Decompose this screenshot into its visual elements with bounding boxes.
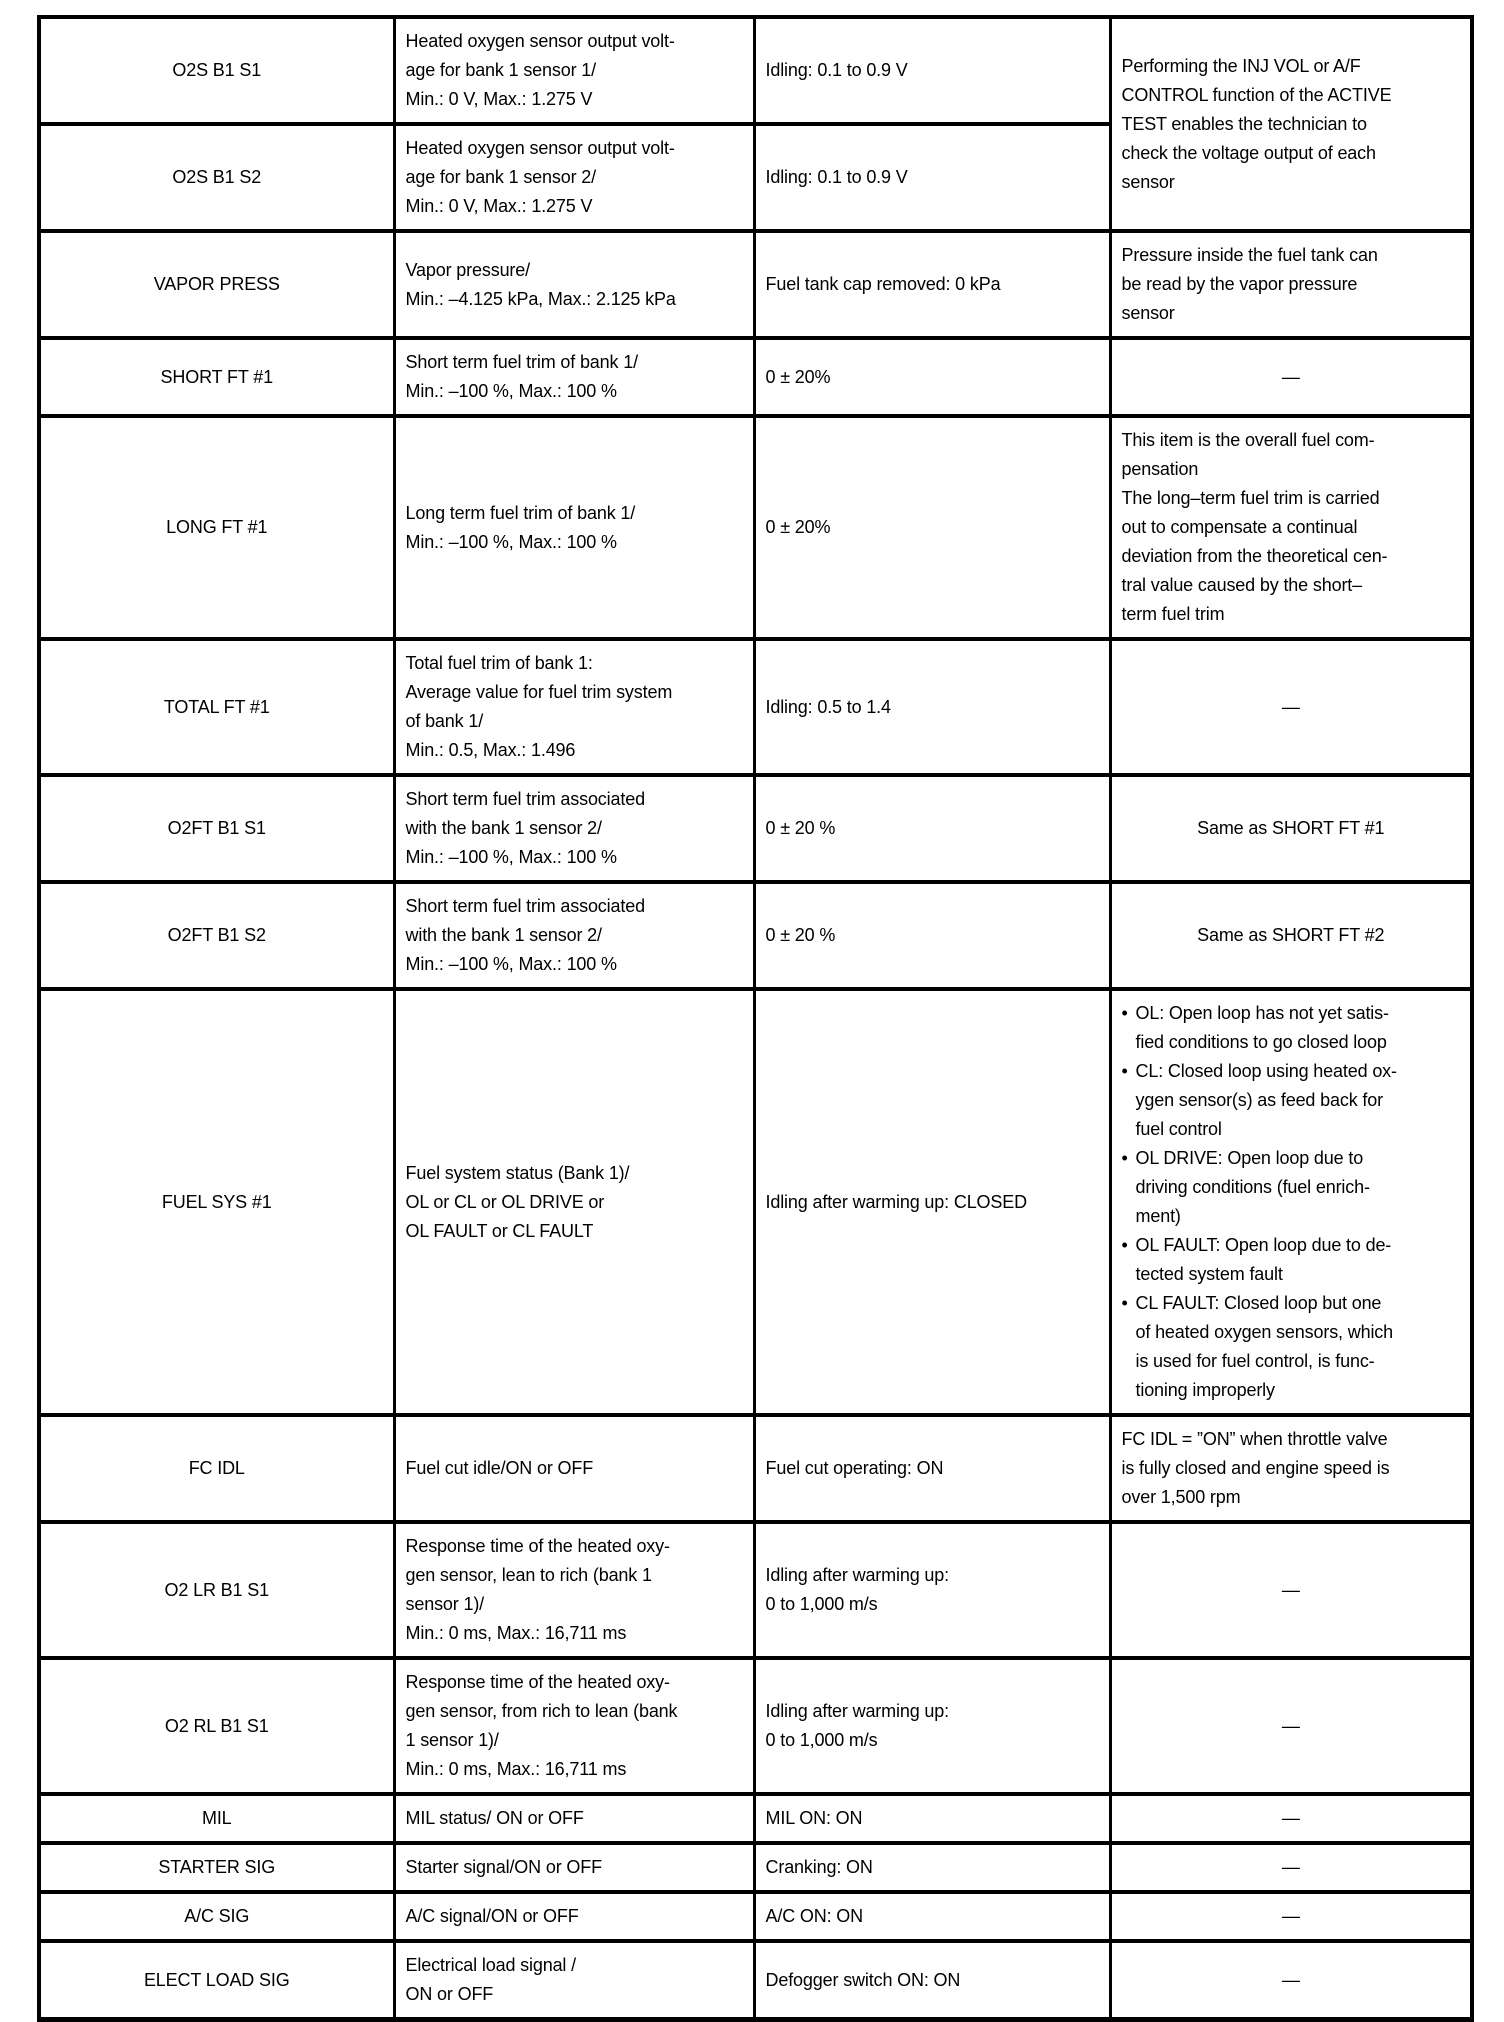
cell-line: be read by the vapor pressure <box>1121 274 1358 294</box>
bullet-item <box>1122 1289 1461 1405</box>
cell-line: Idling after warming up: CLOSED <box>765 1191 1027 1212</box>
normal-condition-cell <box>754 1522 1110 1658</box>
cell-line: tected system fault <box>1135 1264 1283 1284</box>
note-cell <box>1110 1794 1472 1843</box>
table-row <box>39 1794 1472 1843</box>
item-label: STARTER SIG <box>158 1857 276 1877</box>
cell-line: FC IDL = ”ON” when throttle valve <box>1121 1429 1388 1449</box>
item-cell <box>39 1843 394 1892</box>
cell-line: Same as SHORT FT #2 <box>1197 925 1385 945</box>
normal-condition-cell <box>754 775 1110 882</box>
cell-line: sensor <box>1121 171 1175 192</box>
cell-line: pensation <box>1121 459 1199 479</box>
normal-condition-cell <box>754 989 1110 1415</box>
note-cell <box>1110 338 1472 416</box>
item-cell <box>39 1941 394 2021</box>
item-cell <box>39 639 394 775</box>
item-cell <box>39 231 394 338</box>
normal-condition-cell <box>754 231 1110 338</box>
cell-line: Same as SHORT FT #1 <box>1197 818 1385 838</box>
bullet-lines <box>1136 1289 1461 1405</box>
cell-line: tral value caused by the short– <box>1121 575 1362 595</box>
item-label: O2S B1 S1 <box>172 60 262 80</box>
item-cell <box>39 1658 394 1794</box>
cell-line: A/C ON: ON <box>765 1906 864 1926</box>
table-row <box>39 1892 1472 1941</box>
cell-line: 1 sensor 1)/ <box>405 1730 499 1750</box>
cell-line: Pressure inside the fuel tank can <box>1121 245 1378 265</box>
cell-line: CL FAULT: Closed loop but one <box>1135 1293 1382 1313</box>
cell-line: term fuel trim <box>1121 604 1225 624</box>
description-cell <box>394 639 754 775</box>
description-cell <box>394 882 754 989</box>
cell-line: — <box>1281 696 1300 717</box>
cell-line: ygen sensor(s) as feed back for <box>1135 1090 1383 1110</box>
table-row <box>39 1941 1472 2021</box>
table-row <box>39 1415 1472 1522</box>
bullet-item <box>1122 1231 1461 1289</box>
cell-line: 0 to 1,000 m/s <box>765 1730 878 1750</box>
cell-line: of bank 1/ <box>405 711 484 731</box>
cell-line: Electrical load signal / <box>405 1955 576 1975</box>
table-row <box>39 775 1472 882</box>
note-cell <box>1110 882 1472 989</box>
normal-condition-cell <box>754 639 1110 775</box>
bullet-item <box>1122 1057 1461 1144</box>
table-row <box>39 1843 1472 1892</box>
cell-line: age for bank 1 sensor 1/ <box>405 60 597 80</box>
note-cell <box>1110 989 1472 1415</box>
cell-line: 0 ± 20% <box>765 517 831 537</box>
cell-line: fuel control <box>1135 1119 1222 1139</box>
cell-line: — <box>1281 1857 1300 1877</box>
description-cell <box>394 1415 754 1522</box>
table-row <box>39 17 1472 124</box>
cell-line: — <box>1281 1715 1300 1736</box>
item-label: SHORT FT #1 <box>160 366 273 387</box>
item-label: LONG FT #1 <box>166 517 268 537</box>
item-label: ELECT LOAD SIG <box>143 1969 290 1990</box>
description-cell <box>394 124 754 231</box>
note-cell <box>1110 416 1472 639</box>
bullet-item <box>1122 999 1461 1057</box>
cell-line: Cranking: ON <box>765 1857 873 1877</box>
cell-line: — <box>1281 1808 1300 1828</box>
cell-line: OL FAULT: Open loop due to de- <box>1135 1235 1392 1255</box>
cell-line: of heated oxygen sensors, which <box>1135 1322 1394 1342</box>
normal-condition-cell <box>754 124 1110 231</box>
cell-line: gen sensor, from rich to lean (bank <box>405 1701 678 1721</box>
cell-line: Short term fuel trim associated <box>405 896 645 916</box>
table-body <box>39 17 1472 2021</box>
item-label: O2FT B1 S2 <box>167 925 266 945</box>
cell-line: Min.: –100 %, Max.: 100 % <box>405 531 617 552</box>
note-cell <box>1110 1415 1472 1522</box>
description-cell <box>394 1941 754 2021</box>
cell-line: tioning improperly <box>1135 1380 1275 1400</box>
item-label: VAPOR PRESS <box>153 274 280 294</box>
note-cell <box>1110 17 1472 231</box>
cell-line: Min.: –100 %, Max.: 100 % <box>405 381 617 401</box>
table-row <box>39 989 1472 1415</box>
note-cell <box>1110 775 1472 882</box>
cell-line: This item is the overall fuel com- <box>1121 430 1375 450</box>
cell-line: Idling after warming up: <box>765 1701 949 1721</box>
cell-line: out to compensate a continual <box>1121 517 1358 537</box>
cell-line: A/C signal/ON or OFF <box>405 1906 579 1926</box>
diagnostic-data-table <box>37 15 1474 2022</box>
cell-line: OL DRIVE: Open loop due to <box>1135 1148 1364 1168</box>
cell-line: OL or CL or OL DRIVE or <box>405 1191 605 1212</box>
description-cell <box>394 338 754 416</box>
bullet-icon: • <box>1121 1003 1128 1023</box>
cell-line: 0 to 1,000 m/s <box>765 1594 878 1614</box>
normal-condition-cell <box>754 416 1110 639</box>
cell-line: Heated oxygen sensor output volt- <box>405 138 675 158</box>
cell-line: driving conditions (fuel enrich- <box>1135 1177 1370 1197</box>
cell-line: Fuel tank cap removed: 0 kPa <box>765 274 1001 294</box>
cell-line: Min.: 0.5, Max.: 1.496 <box>405 740 576 760</box>
cell-line: Idling after warming up: <box>765 1565 949 1585</box>
cell-line: — <box>1281 1969 1300 1990</box>
cell-line: fied conditions to go closed loop <box>1135 1032 1387 1052</box>
cell-line: Min.: 0 ms, Max.: 16,711 ms <box>405 1759 627 1779</box>
normal-condition-cell <box>754 338 1110 416</box>
item-cell <box>39 124 394 231</box>
cell-line: is used for fuel control, is func- <box>1135 1351 1375 1371</box>
table-row <box>39 1658 1472 1794</box>
description-cell <box>394 416 754 639</box>
cell-line: ON or OFF <box>405 1984 494 2004</box>
cell-line: with the bank 1 sensor 2/ <box>405 818 602 838</box>
cell-line: — <box>1281 1579 1300 1600</box>
cell-line: gen sensor, lean to rich (bank 1 <box>405 1565 652 1585</box>
note-cell <box>1110 639 1472 775</box>
cell-line: Min.: 0 V, Max.: 1.275 V <box>405 89 593 109</box>
item-label: MIL <box>201 1808 232 1828</box>
item-cell <box>39 1794 394 1843</box>
cell-line: with the bank 1 sensor 2/ <box>405 925 602 945</box>
item-label: FC IDL <box>188 1458 245 1478</box>
cell-line: Short term fuel trim of bank 1/ <box>405 352 638 372</box>
cell-line: over 1,500 rpm <box>1121 1487 1241 1507</box>
table-row <box>39 882 1472 989</box>
description-cell <box>394 1794 754 1843</box>
cell-line: The long–term fuel trim is carried <box>1121 488 1380 508</box>
table-row <box>39 639 1472 775</box>
item-label: A/C SIG <box>184 1906 250 1926</box>
cell-line: Min.: –100 %, Max.: 100 % <box>405 954 617 974</box>
cell-line: Fuel cut operating: ON <box>765 1458 944 1478</box>
cell-line: 0 ± 20% <box>765 366 831 387</box>
item-label: FUEL SYS #1 <box>161 1191 272 1212</box>
table-row <box>39 231 1472 338</box>
item-cell <box>39 1892 394 1941</box>
note-cell <box>1110 1658 1472 1794</box>
note-cell <box>1110 1843 1472 1892</box>
item-cell <box>39 989 394 1415</box>
cell-line: 0 ± 20 % <box>765 818 836 838</box>
item-label: O2 LR B1 S1 <box>164 1579 269 1600</box>
cell-line: Min.: –4.125 kPa, Max.: 2.125 kPa <box>405 288 676 309</box>
bullet-icon: • <box>1121 1061 1128 1081</box>
normal-condition-cell <box>754 882 1110 989</box>
cell-line: OL: Open loop has not yet satis- <box>1135 1003 1389 1023</box>
description-cell <box>394 1522 754 1658</box>
normal-condition-cell <box>754 1658 1110 1794</box>
table-row <box>39 338 1472 416</box>
item-cell <box>39 338 394 416</box>
note-cell <box>1110 1941 1472 2021</box>
bullet-lines <box>1136 1057 1461 1144</box>
item-cell <box>39 416 394 639</box>
cell-line: MIL ON: ON <box>765 1808 863 1828</box>
cell-line: OL FAULT or CL FAULT <box>405 1220 594 1241</box>
bullet-lines <box>1136 1144 1461 1231</box>
cell-line: CL: Closed loop using heated ox- <box>1135 1061 1397 1081</box>
cell-line: age for bank 1 sensor 2/ <box>405 167 597 187</box>
cell-line: Heated oxygen sensor output volt- <box>405 31 675 51</box>
bullet-lines <box>1136 999 1461 1057</box>
cell-line: Long term fuel trim of bank 1/ <box>405 502 636 523</box>
item-cell <box>39 17 394 124</box>
description-cell <box>394 17 754 124</box>
cell-line: Vapor pressure/ <box>405 259 530 280</box>
cell-line: is fully closed and engine speed is <box>1121 1458 1390 1478</box>
normal-condition-cell <box>754 1941 1110 2021</box>
description-cell <box>394 1843 754 1892</box>
description-cell <box>394 1658 754 1794</box>
cell-line: Idling: 0.5 to 1.4 <box>765 696 891 717</box>
cell-line: Performing the INJ VOL or A/F <box>1121 55 1361 76</box>
item-cell <box>39 882 394 989</box>
cell-line: TEST enables the technician to <box>1121 113 1367 134</box>
table-row <box>39 1522 1472 1658</box>
item-cell <box>39 1522 394 1658</box>
item-cell <box>39 1415 394 1522</box>
cell-line: Defogger switch ON: ON <box>765 1969 961 1990</box>
note-cell <box>1110 231 1472 338</box>
note-cell <box>1110 1892 1472 1941</box>
cell-line: Min.: –100 %, Max.: 100 % <box>405 847 617 867</box>
bullet-lines <box>1136 1231 1461 1289</box>
normal-condition-cell <box>754 1843 1110 1892</box>
cell-line: Total fuel trim of bank 1: <box>405 653 593 673</box>
note-cell <box>1110 1522 1472 1658</box>
cell-line: Response time of the heated oxy- <box>405 1536 670 1556</box>
item-label: O2FT B1 S1 <box>167 818 266 838</box>
cell-line: Fuel cut idle/ON or OFF <box>405 1458 594 1478</box>
normal-condition-cell <box>754 1892 1110 1941</box>
cell-line: Average value for fuel trim system <box>405 682 673 702</box>
cell-line: Starter signal/ON or OFF <box>405 1857 602 1877</box>
cell-line: Min.: 0 V, Max.: 1.275 V <box>405 196 593 216</box>
cell-line: MIL status/ ON or OFF <box>405 1808 584 1828</box>
cell-line: Response time of the heated oxy- <box>405 1672 670 1692</box>
description-cell <box>394 989 754 1415</box>
cell-line: Idling: 0.1 to 0.9 V <box>765 167 908 187</box>
cell-line: Min.: 0 ms, Max.: 16,711 ms <box>405 1623 627 1643</box>
bullet-icon: • <box>1121 1293 1128 1313</box>
normal-condition-cell <box>754 1794 1110 1843</box>
cell-line: — <box>1281 1906 1300 1926</box>
item-label: O2S B1 S2 <box>172 167 262 187</box>
bullet-icon: • <box>1121 1148 1128 1168</box>
cell-line: Idling: 0.1 to 0.9 V <box>765 60 908 80</box>
item-cell <box>39 775 394 882</box>
description-cell <box>394 775 754 882</box>
cell-line: Fuel system status (Bank 1)/ <box>405 1162 630 1183</box>
normal-condition-cell <box>754 1415 1110 1522</box>
cell-line: — <box>1281 366 1300 387</box>
bullet-item <box>1122 1144 1461 1231</box>
cell-line: CONTROL function of the ACTIVE <box>1121 84 1392 105</box>
cell-line: sensor 1)/ <box>405 1594 485 1614</box>
cell-line: check the voltage output of each <box>1121 142 1376 163</box>
table-row <box>39 416 1472 639</box>
normal-condition-cell <box>754 17 1110 124</box>
description-cell <box>394 1892 754 1941</box>
cell-line: deviation from the theoretical cen- <box>1121 546 1388 566</box>
cell-line: sensor <box>1121 303 1175 323</box>
item-label: TOTAL FT #1 <box>163 696 270 717</box>
cell-line: Short term fuel trim associated <box>405 789 645 809</box>
cell-line: 0 ± 20 % <box>765 925 836 945</box>
cell-line: ment) <box>1135 1206 1181 1226</box>
item-label: O2 RL B1 S1 <box>164 1715 269 1736</box>
bullet-icon: • <box>1121 1235 1128 1255</box>
description-cell <box>394 231 754 338</box>
